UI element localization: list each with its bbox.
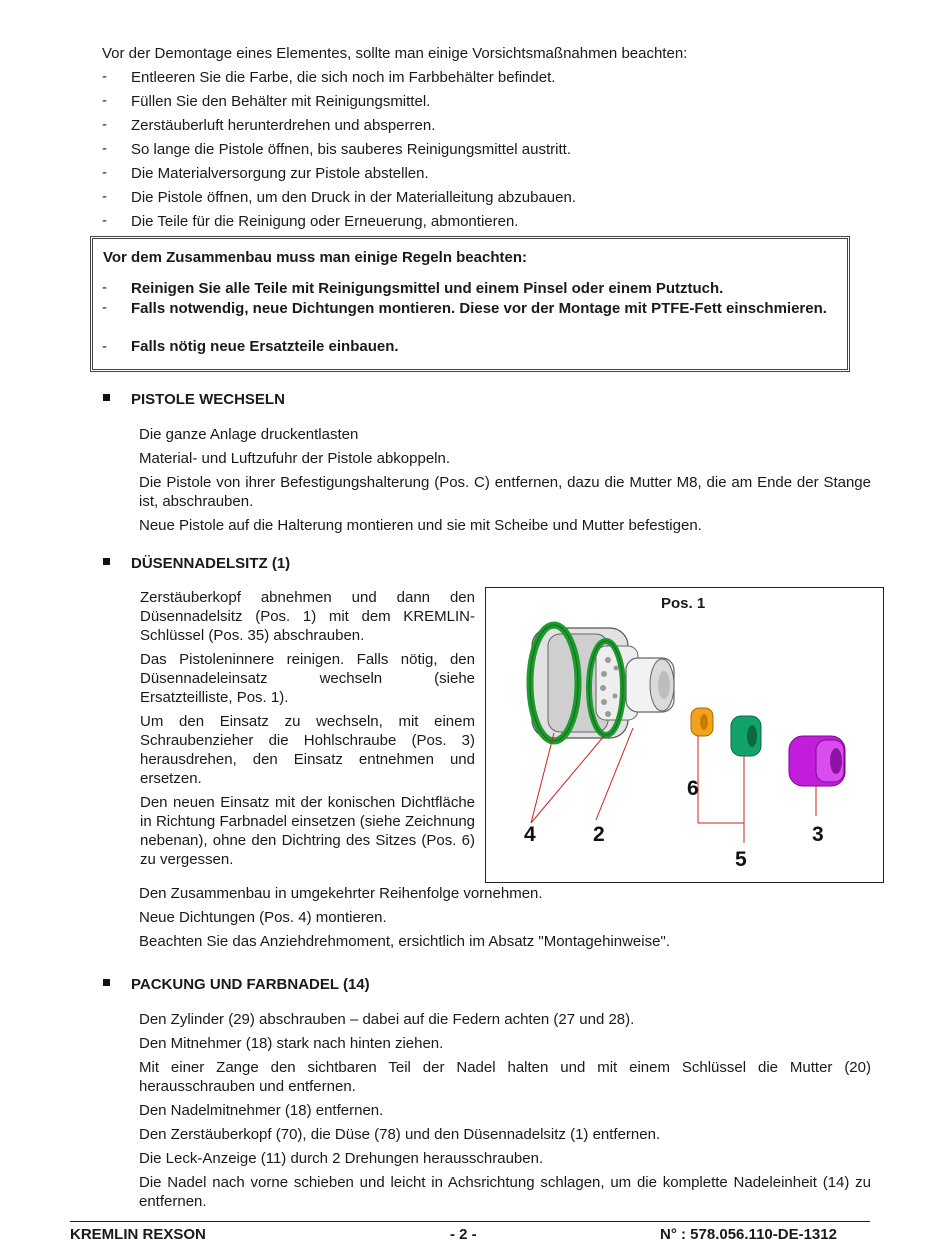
rules-item: Falls notwendig, neue Dichtungen montieren. Diese vor der Montage mit PTFE-Fett einschmieren.	[131, 300, 827, 317]
section-packung-body	[139, 1010, 871, 1216]
paragraph: Den Mitnehmer (18) stark nach hinten ziehen.	[139, 1035, 444, 1052]
seal-ring	[691, 708, 713, 736]
paragraph: Beachten Sie das Anziehdrehmoment, ersichtlich im Absatz "Montagehinweise".	[139, 933, 670, 950]
callout-5: 5	[735, 848, 747, 871]
list-dash: -	[102, 140, 107, 157]
paragraph: Den Zerstäuberkopf (70), die Düse (78) und den Düsennadelsitz (1) entfernen.	[139, 1126, 661, 1143]
paragraph: Zerstäuberkopf abnehmen und dann den Düsennadelsitz (Pos. 1) mit dem KREMLIN-Schlüssel (Pos. 35) abschrauben.	[140, 589, 475, 644]
list-dash: -	[102, 299, 107, 316]
list-item: So lange die Pistole öffnen, bis sauberes Reinigungsmittel austritt.	[131, 141, 571, 158]
list-item: Füllen Sie den Behälter mit Reinigungsmittel.	[131, 93, 431, 110]
list-dash: -	[102, 68, 107, 85]
paragraph: Das Pistoleninnere reinigen. Falls nötig, den Düsennadeleinsatz wechseln (siehe Ersatzteilliste, Pos. 1).	[140, 651, 475, 706]
list-dash: -	[102, 188, 107, 205]
section-bullet	[103, 979, 110, 986]
section-duesennadelsitz-after	[139, 884, 871, 956]
paragraph: Material- und Luftzufuhr der Pistole abkoppeln.	[139, 450, 451, 467]
figure-title: Pos. 1	[661, 595, 706, 612]
rules-item: Falls nötig neue Ersatzteile einbauen.	[131, 338, 399, 355]
leader-lines	[531, 728, 816, 843]
footer-rule	[70, 1221, 870, 1222]
callout-4: 4	[524, 823, 536, 846]
section-heading-duesennadelsitz: DÜSENNADELSITZ (1)	[131, 555, 291, 572]
section-heading-pistole: PISTOLE WECHSELN	[131, 391, 285, 408]
paragraph: Den Zylinder (29) abschrauben – dabei auf die Federn achten (27 und 28).	[139, 1011, 635, 1028]
section-bullet	[103, 394, 110, 401]
nozzle-seat-figure	[485, 587, 884, 883]
section-duesennadelsitz-column	[140, 588, 475, 874]
footer-company: KREMLIN REXSON	[70, 1226, 206, 1243]
list-item: Die Materialversorgung zur Pistole abstellen.	[131, 165, 429, 182]
section-heading-packung: PACKUNG UND FARBNADEL (14)	[131, 976, 370, 993]
list-item: Die Teile für die Reinigung oder Erneuerung, abmontieren.	[131, 213, 519, 230]
paragraph: Den Zusammenbau in umgekehrter Reihenfolge vornehmen.	[139, 885, 543, 902]
list-dash: -	[102, 164, 107, 181]
list-dash: -	[102, 338, 107, 355]
intro-lead: Vor der Demontage eines Elementes, sollte man einige Vorsichtsmaßnahmen beachten:	[102, 45, 688, 62]
rules-box	[90, 236, 850, 372]
paragraph: Den Nadelmitnehmer (18) entfernen.	[139, 1102, 384, 1119]
paragraph: Mit einer Zange den sichtbaren Teil der Nadel halten und mit einem Schlüssel die Mutter (20) herausschrauben und entfernen.	[139, 1059, 871, 1095]
paragraph: Die ganze Anlage druckentlasten	[139, 426, 359, 443]
list-dash: -	[102, 116, 107, 133]
paragraph: Den neuen Einsatz mit der konischen Dichtfläche in Richtung Farbnadel einsetzen (siehe Zeichnung nebenan), ohne den Dichtring des Sitzes (Pos. 6) zu vergessen.	[140, 794, 475, 868]
exploded-view-drawing	[486, 588, 883, 882]
paragraph: Die Leck-Anzeige (11) durch 2 Drehungen herausschrauben.	[139, 1150, 544, 1167]
list-item: Entleeren Sie die Farbe, die sich noch im Farbbehälter befindet.	[131, 69, 556, 86]
list-dash: -	[102, 212, 107, 229]
list-item: Zerstäuberluft herunterdrehen und absperren.	[131, 117, 436, 134]
callout-6: 6	[687, 777, 699, 800]
paragraph: Neue Dichtungen (Pos. 4) montieren.	[139, 909, 387, 926]
list-dash: -	[102, 279, 107, 296]
paragraph: Die Pistole von ihrer Befestigungshalterung (Pos. C) entfernen, dazu die Mutter M8, die am Ende der Stange ist, abschrauben.	[139, 474, 871, 510]
paragraph: Neue Pistole auf die Halterung montieren und sie mit Scheibe und Mutter befestigen.	[139, 517, 702, 534]
needle-insert	[731, 716, 761, 756]
footer-doc-number: N° : 578.056.110-DE-1312	[660, 1226, 837, 1243]
list-item: Die Pistole öffnen, um den Druck in der Materialleitung abzubauen.	[131, 189, 576, 206]
rules-title: Vor dem Zusammenbau muss man einige Regeln beachten:	[103, 249, 527, 266]
section-bullet	[103, 558, 110, 565]
footer-page-number: - 2 -	[450, 1226, 477, 1243]
paragraph: Die Nadel nach vorne schieben und leicht in Achsrichtung schlagen, um die komplette Nadeleinheit (14) zu entfernen.	[139, 1174, 871, 1210]
list-dash: -	[102, 92, 107, 109]
callout-3: 3	[812, 823, 824, 846]
callout-2: 2	[593, 823, 605, 846]
paragraph: Um den Einsatz zu wechseln, mit einem Schraubenzieher die Hohlschraube (Pos. 3) herausdrehen, den Einsatz entnehmen und ersetzen.	[140, 713, 475, 787]
rules-item: Reinigen Sie alle Teile mit Reinigungsmittel und einem Pinsel oder einem Putztuch.	[131, 280, 724, 297]
section-pistole-body	[139, 425, 871, 540]
hollow-screw	[789, 736, 845, 786]
